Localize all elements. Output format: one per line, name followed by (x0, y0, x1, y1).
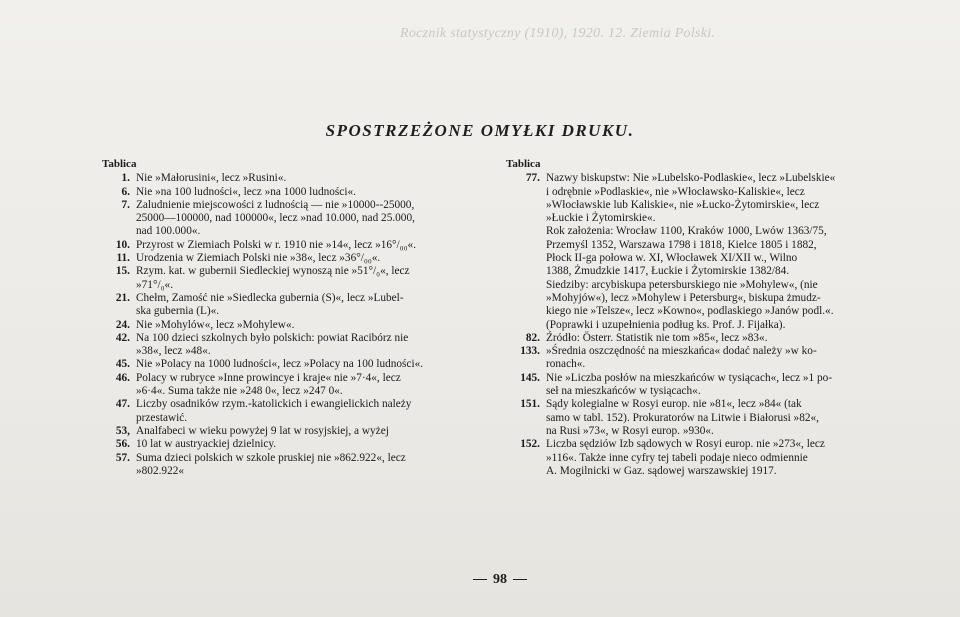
errata-entry (102, 398, 484, 425)
text-line: seł na mieszkańców w tysiącach«. (546, 385, 701, 398)
text-line: Polacy w rubryce »Inne prowincye i kraje« nie »7·4«, lecz (136, 371, 401, 384)
correction-text (136, 372, 484, 399)
table-number: 133. (520, 345, 540, 358)
errata-entry (506, 438, 896, 478)
text-line: »Mohyjów«), lecz »Mohylew i Petersburg«, biskupa żmudz- (546, 291, 821, 304)
correction-text (136, 199, 484, 239)
running-head-bleed-through: Rocznik statystyczny (1910), 1920. 12. Ziemia Polski. (400, 26, 716, 41)
text-line: Nie »Mohylów«, lecz »Mohylew«. (136, 318, 295, 331)
errata-list-right (506, 172, 896, 478)
text-line: Urodzenia w Ziemiach Polski nie »38«, lecz »36°/₀₀«. (136, 252, 381, 265)
text-line: Liczby osadników rzym.-katolickich i ewangielickich należy (136, 398, 412, 411)
correction-text (136, 398, 484, 425)
text-line: Sądy kolegialne w Rosyi europ. nie »81«, lecz »84« (tak (546, 398, 802, 411)
table-number: 42. (115, 331, 130, 344)
text-line: Rzym. kat. w gubernii Siedleckiej wynoszą nie »51°/₀«, lecz (136, 265, 410, 278)
table-number: 7. (121, 198, 130, 211)
table-number: 145. (520, 371, 540, 384)
text-line: Nie »Liczba posłów na mieszkańców w tysiącach«, lecz »1 po- (546, 371, 833, 384)
text-line: Rok założenia: Wrocław 1100, Kraków 1000, Lwów 1363/75, (546, 225, 827, 238)
errata-entry (102, 358, 484, 371)
text-line: Analfabeci w wieku powyżej 9 lat w rosyjskiej, a wyżej (136, 424, 389, 437)
errata-right-column (506, 158, 896, 478)
correction-text (136, 332, 484, 359)
text-line: Płock II-ga połowa w. XI, Włocławek XI/XII w., Wilno (546, 252, 798, 265)
errata-entry (102, 452, 484, 479)
errata-entry (102, 332, 484, 359)
text-line: Przemyśl 1352, Warszawa 1798 i 1818, Kielce 1805 i 1882, (546, 238, 817, 251)
errata-entry (506, 345, 896, 372)
text-line: Siedziby: arcybiskupa petersburskiego nie »Mohylew«, (nie (546, 278, 818, 291)
correction-text (546, 172, 896, 332)
errata-entry (102, 186, 484, 199)
table-number: 24. (115, 318, 130, 331)
column-label: Tablica (102, 158, 137, 170)
errata-list-left (102, 172, 484, 478)
text-line: 1388, Żmudzkie 1417, Łuckie i Żytomirskie 1382/84. (546, 265, 790, 278)
text-line: A. Mogilnicki w Gaz. sądowej warszawskiej 1917. (546, 464, 777, 477)
table-number: 21. (115, 291, 130, 304)
text-line: Liczba sędziów Izb sądowych w Rosyi europ. nie »273«, lecz (546, 438, 825, 451)
text-line: Chełm, Zamość nie »Siedlecka gubernia (S)«, lecz »Lubel- (136, 291, 404, 304)
text-line: Nie »Polacy na 1000 ludności«, lecz »Polacy na 100 ludności«. (136, 358, 424, 371)
correction-text (546, 372, 896, 399)
text-line: samo w tabl. 152). Prokuratorów na Litwie i Białorusi »82«, (546, 411, 819, 424)
text-line: »Włocławskie lub Kaliskie«, nie »Łucko-Żytomirskie«, lecz (546, 198, 820, 211)
table-number: 6. (121, 185, 130, 198)
correction-text (546, 345, 896, 372)
correction-text (136, 252, 484, 265)
errata-entry (102, 239, 484, 252)
errata-entry (102, 252, 484, 265)
text-line: Nie »na 100 ludności«, lecz »na 1000 ludności«. (136, 185, 356, 198)
table-number: 152. (520, 438, 540, 451)
text-line: ska gubernia (L)«. (136, 305, 220, 318)
table-number: 1. (121, 172, 130, 185)
errata-entry (102, 425, 484, 452)
text-line: Źródło: Österr. Statistik nie tom »85«, lecz »83«. (546, 331, 768, 344)
table-number: 47. (115, 398, 130, 411)
table-number: 10. (115, 238, 130, 251)
errata-entry (102, 319, 484, 332)
correction-text (136, 265, 484, 292)
correction-text (546, 332, 896, 345)
table-number: 15. (115, 265, 130, 278)
table-number: 53, 56. (115, 424, 130, 451)
page-title: SPOSTRZEŻONE OMYŁKI DRUKU. (325, 121, 635, 140)
errata-entry (102, 292, 484, 319)
text-line: nad 100.000«. (136, 225, 201, 238)
correction-text (136, 358, 484, 371)
errata-entry (102, 372, 484, 399)
errata-entry (102, 199, 484, 239)
text-line: »Łuckie i Żytomirskie«. (546, 212, 656, 225)
table-number: 82. (525, 331, 540, 344)
errata-entry (506, 398, 896, 438)
correction-text (546, 398, 896, 438)
text-line: 10 lat w austryackiej dzielnicy. (136, 438, 277, 451)
table-number: 57. (115, 451, 130, 464)
text-line: ronach«. (546, 358, 586, 371)
folio-dash-right (513, 579, 527, 580)
errata-entry (506, 372, 896, 399)
table-number: 46. (115, 371, 130, 384)
correction-text (136, 425, 484, 452)
correction-text (136, 239, 484, 252)
text-line: 25000—100000, nad 100000«, lecz »nad 10.000, nad 25.000, (136, 212, 415, 225)
column-label: Tablica (506, 158, 541, 170)
page-number: 98 (493, 572, 507, 587)
correction-text (136, 452, 484, 479)
table-number: 151. (520, 398, 540, 411)
text-line: »116«. Także inne cyfry tej tabeli podaje nieco odmiennie (546, 451, 808, 464)
text-line: »6·4«. Suma także nie »248 0«, lecz »247 0«. (136, 385, 343, 398)
text-line: Na 100 dzieci szkolnych było polskich: powiat Racibórz nie (136, 331, 409, 344)
table-number: 77. (525, 172, 540, 185)
text-line: na Rusi »73«, w Rosyi europ. »930«. (546, 424, 714, 437)
errata-left-column (102, 158, 484, 478)
text-line: i odrębnie »Podlaskie«, nie »Włocławsko-Kaliskie«, lecz (546, 185, 805, 198)
page-number-footer (455, 572, 545, 588)
correction-text (136, 186, 484, 199)
correction-text (546, 438, 896, 478)
text-line: »Średnia oszczędność na mieszkańca« dodać należy »w ko- (546, 345, 817, 358)
errata-entry (506, 172, 896, 332)
text-line: Nazwy biskupstw: Nie »Lubelsko-Podlaskie«, lecz »Lubelskie« (546, 172, 836, 185)
table-number: 45. (115, 358, 130, 371)
text-line: »38«, lecz »48«. (136, 345, 211, 358)
text-line: »71°/₀«. (136, 278, 174, 291)
text-line: przestawić. (136, 411, 188, 424)
text-line: Nie »Małorusini«, lecz »Rusini«. (136, 172, 287, 185)
correction-text (136, 172, 484, 185)
text-line: Zaludnienie miejscowości z ludnością — nie »10000--25000, (136, 198, 415, 211)
correction-text (136, 292, 484, 319)
errata-entry (102, 172, 484, 185)
text-line: Suma dzieci polskich w szkole pruskiej nie »862.922«, lecz (136, 451, 406, 464)
folio-dash-left (473, 579, 487, 580)
text-line: »802.922« (136, 464, 185, 477)
errata-entry (506, 332, 896, 345)
text-line: kiego nie »Telsze«, lecz »Kowno«, podlaskiego »Janów podl.«. (546, 305, 834, 318)
table-number: 11. (116, 252, 130, 265)
text-line: Przyrost w Ziemiach Polski w r. 1910 nie »14«, lecz »16°/₀₀«. (136, 238, 417, 251)
errata-entry (102, 265, 484, 292)
text-line: (Poprawki i uzupełnienia podług ks. Prof. J. Fijałka). (546, 318, 786, 331)
correction-text (136, 319, 484, 332)
